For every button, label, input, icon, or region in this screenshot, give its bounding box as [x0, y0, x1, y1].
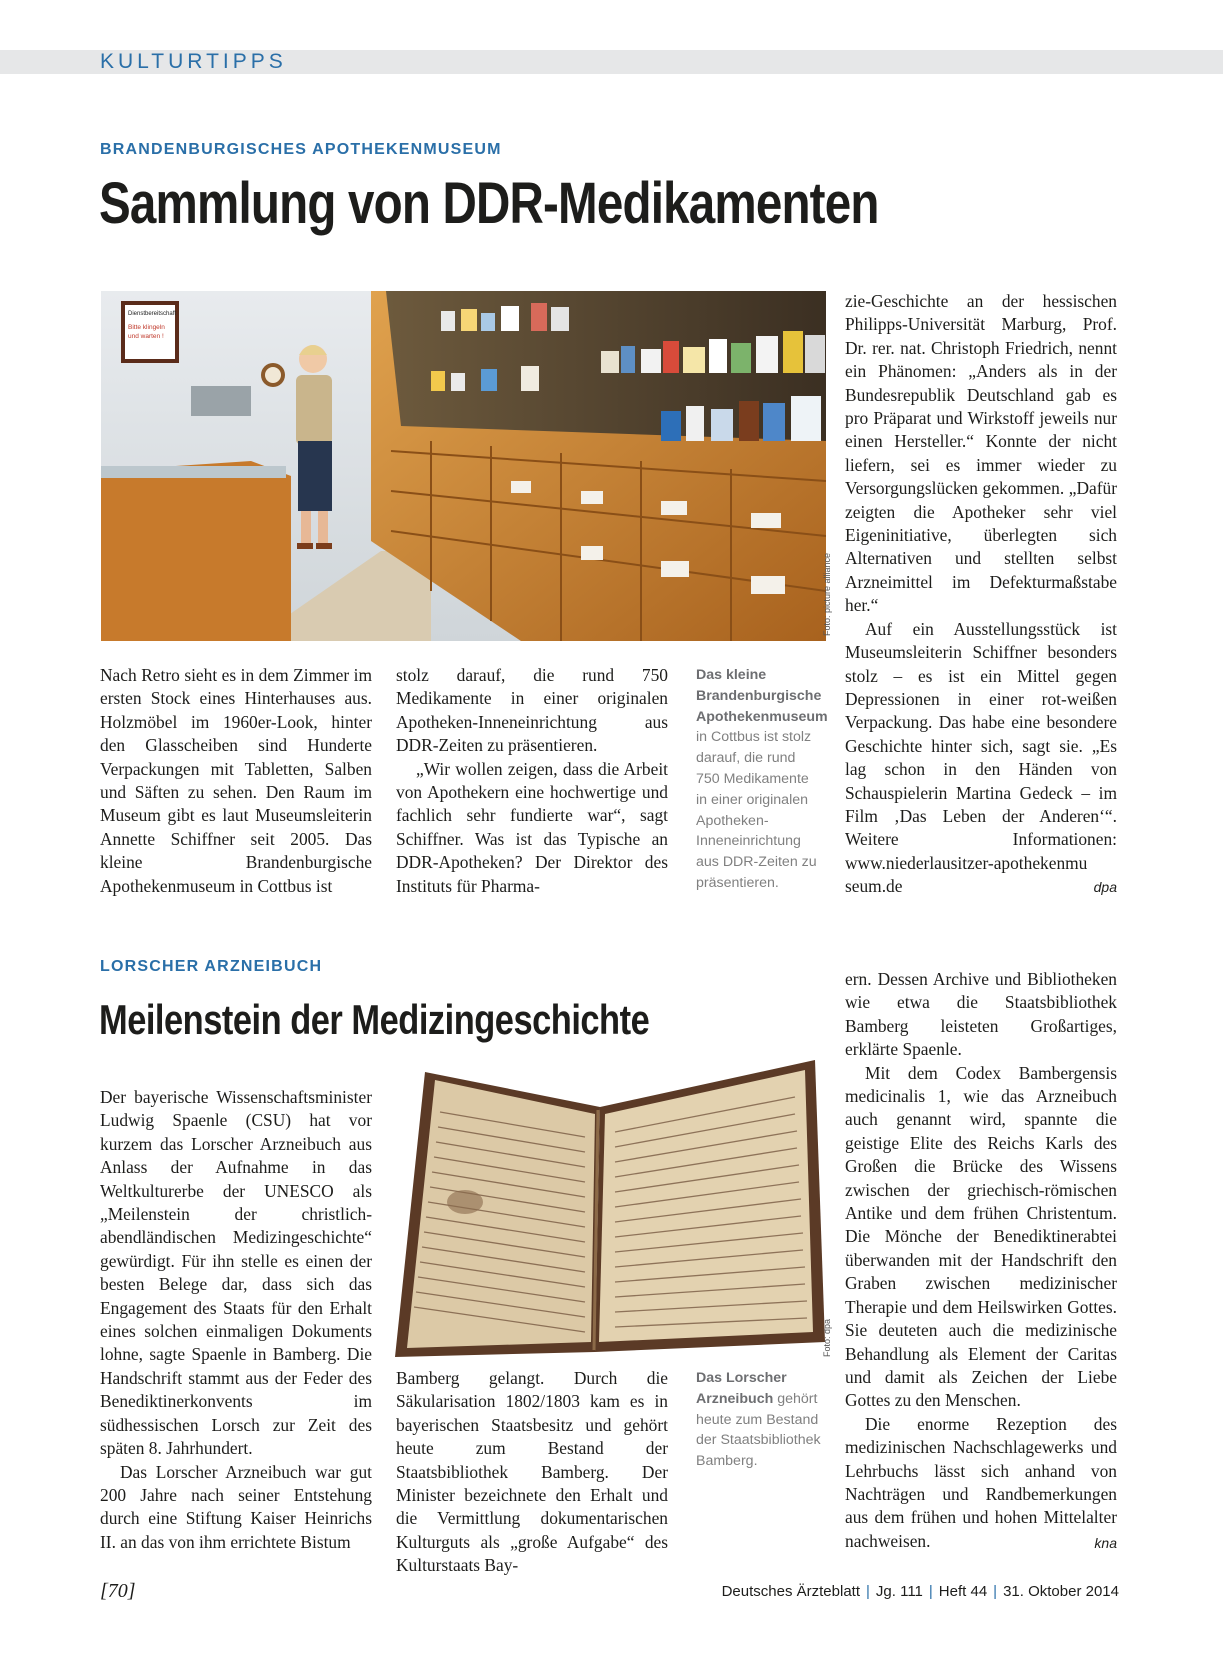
article1-caption-bold: Das kleine Brandenburgische Apothekenmuseum: [696, 667, 828, 725]
footer-separator: |: [866, 1583, 870, 1600]
codex-photo: [395, 1052, 825, 1362]
photo-credit-2: Foto: dpa: [822, 1318, 832, 1357]
article1-agency: dpa: [1093, 879, 1117, 896]
article1-kicker: BRANDENBURGISCHES APOTHEKENMUSEUM: [100, 141, 502, 158]
article2-col4-p3-line: [845, 1413, 1117, 1553]
article1-caption-rest: in Cottbus ist stolz darauf, die rund 750 Medikamente in einer originalen Apotheken-Inneneinrichtung aus DDR-Zeiten zu präsentieren.: [696, 729, 817, 891]
article2-agency: kna: [1094, 1534, 1117, 1551]
article1-col2-p1: stolz darauf, die rund 750 Medikamente in einer originalen Apotheken-Inneneinrichtung aus DDR-Zeiten zu präsentieren.: [396, 665, 668, 756]
article1-column-4: [845, 290, 1117, 900]
article2-col4-p2: Mit dem Codex Bambergensis medicinalis 1, wie das Arzneibuch auch genannt wird, spannte die geistige Elite des Reichs Karls des Großen die Brücke des Wissens zwischen der griechisch-römischen Antike und dem frühen Christentum. Die Mönche der Benediktinerabtei überwanden mit der Handschrift den Graben zwischen medizinischer Therapie und dem Heilswirken Gottes. Sie deuteten auch die medizinische Behandlung als Element der Caritas und damit als Zeichen der Liebe Gottes zu den Menschen.: [845, 1062, 1117, 1411]
sign-text-3: und warten !: [128, 333, 164, 340]
article2-col2-text: Bamberg gelangt. Durch die Säkularisation 1802/1803 kam es in bayerischen Staatsbesitz und gehört heute zum Bestand der Staatsbibliothek Bamberg. Der Minister bezeichnete den Erhalt und die Vermittlung dokumentarischen Kulturguts als „große Aufgabe“ des Kulturstaats Bay-: [396, 1368, 668, 1576]
footer-separator: |: [993, 1583, 998, 1600]
sign-text-1: Dienstbereitschaft: [128, 311, 177, 317]
article2-col1-p2: Das Lorscher Arzneibuch war gut 200 Jahre nach seiner Entstehung durch eine Stiftung Kaiser Heinrichs II. an das von ihm errichtete Bistum: [100, 1461, 372, 1552]
article2-column-2: [396, 1367, 668, 1578]
article1-column-1: [100, 664, 372, 898]
article2-col4-p3: Die enorme Rezeption des medizinischen Nachschlagewerks und Lehrbuchs lässt sich anhand von Nachträgen und Randbemerkungen aus dem frühen und hohen Mittelalter nachweisen.: [845, 1413, 1117, 1551]
article2-photo-caption: [696, 1368, 821, 1472]
footer-volume: Jg. 111: [875, 1583, 923, 1600]
article2-headline: Meilenstein der Medizingeschichte: [99, 996, 650, 1043]
footer-journal-info: [722, 1583, 1119, 1600]
section-label: KULTURTIPPS: [100, 50, 287, 73]
article1-headline: Sammlung von DDR-Medikamenten: [99, 171, 879, 236]
footer-issue: Heft 44: [938, 1583, 988, 1600]
article1-col4-p2: Auf ein Ausstellungsstück ist Museumsleiterin Schiffner besonders stolz – es ist ein Mittel gegen Depressionen in einer rot-weißen Verpackung. Das habe eine besondere Geschichte hinter sich, sagt sie. „Es lag schon in den Händen von Schauspielerin Martina Gedeck – im Film ‚Das Leben der Anderen‘“. Weitere Informationen: www.niederlausitzer-apothekenmu: [845, 618, 1117, 873]
article1-col4-p1: zie-Geschichte an der hessischen Philipps-Universität Marburg, Prof. Dr. rer. nat. Christoph Friedrich, nennt ein Phänomen: „Anders als in der Bundesrepublik Deutschland gab es pro Präparat und Wirkstoff jeweils nur einen Hersteller.“ Konnte der nicht liefern, sei es immer wieder zu Versorgungslücken gekommen. „Dafür zeigten die Apotheker sehr viel Eigeninitiative, überlegten sich Alternativen und stellten selbst Arzneimittel im Defekturmaßstabe her.“: [845, 291, 1117, 616]
pharmacy-museum-photo: [101, 291, 826, 641]
article1-col1-text: Nach Retro sieht es in dem Zimmer im ersten Stock eines Hinterhauses aus. Holzmöbel im 1960er-Look, hinter den Glasscheiben sind Hunderte Verpackungen mit Tabletten, Salben und Säften zu sehen. Den Raum im Museum gibt es laut Museumsleiterin Annette Schiffner seit 2005. Das kleine Brandenburgische Apothekenmuseum in Cottbus ist: [100, 665, 372, 896]
photo-credit-1: Foto: picture alliance: [822, 552, 832, 636]
article2-col1-p1: Der bayerische Wissenschaftsminister Ludwig Spaenle (CSU) hat vor kurzem das Lorscher Arzneibuch aus Anlass der Aufnahme in das Weltkulturerbe der UNESCO als „Meilenstein der christlich-abendländischen Medizingeschichte“ gewürdigt. Für ihn stelle es einen der besten Belege dar, dass sich das Engagement des Staats für den Erhalt eines solchen einmaligen Dokuments lohne, sagte Spaenle in Bamberg. Die Handschrift stammt aus der Feder des Benediktinerkonvents im südhessischen Lorsch zur Zeit des späten 8. Jahrhundert.: [100, 1087, 372, 1459]
article1-col4-end-line: [845, 875, 1117, 899]
codex-illustration: [395, 1052, 825, 1362]
footer-separator: |: [928, 1583, 933, 1600]
article2-caption-bold: Das Lorscher Arzneibuch: [696, 1370, 787, 1407]
pharmacy-illustration: [101, 291, 826, 641]
footer-journal: Deutsches Ärzteblatt: [721, 1583, 860, 1600]
footer-date: 31. Oktober 2014: [1003, 1583, 1119, 1600]
article2-caption-rest: gehört heute zum Bestand der Staatsbibliothek Bamberg.: [696, 1390, 821, 1470]
article2-column-1: [100, 1086, 372, 1554]
article1-col2-p2: „Wir wollen zeigen, dass die Arbeit von Apothekern eine hochwertige und fachlich sehr fundierte war“, sagt Schiffner. Was ist das Typische an DDR-Apotheken? Der Direktor des Instituts für Pharma-: [396, 758, 668, 896]
article2-column-4: [845, 968, 1117, 1555]
sign-text-2: Bitte klingeln: [128, 324, 165, 331]
article1-column-2: [396, 664, 668, 898]
article1-col4-end: seum.de: [845, 876, 903, 897]
article2-kicker: LORSCHER ARZNEIBUCH: [100, 958, 323, 975]
article2-col4-p1: ern. Dessen Archive und Bibliotheken wie etwa die Staatsbibliothek Bamberg leisteten Großartiges, erklärte Spaenle.: [845, 969, 1117, 1060]
article1-photo-caption: [696, 665, 828, 894]
page-number: [70]: [100, 1580, 136, 1602]
